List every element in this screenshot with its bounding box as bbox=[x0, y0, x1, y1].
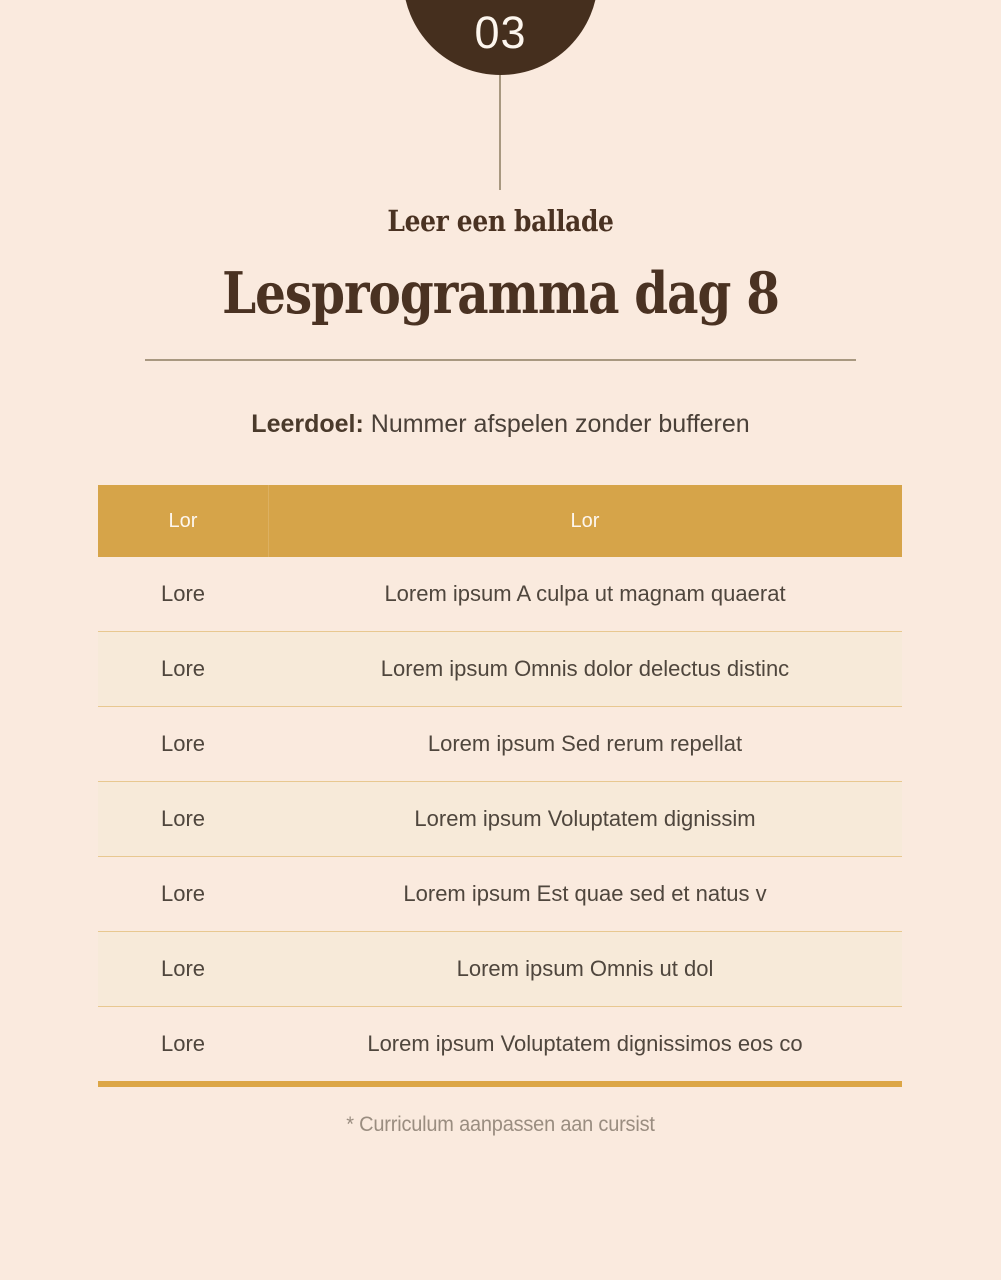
table-bottom-border bbox=[98, 1081, 902, 1087]
badge-stem-line bbox=[499, 75, 501, 190]
cell-col2: Lorem ipsum A culpa ut magnam quaerat bbox=[384, 581, 786, 606]
cell-col2: Lorem ipsum Est quae sed et natus v bbox=[403, 881, 767, 906]
cell-col2: Lorem ipsum Sed rerum repellat bbox=[427, 731, 743, 756]
learning-goal-value: Nummer afspelen zonder bufferen bbox=[363, 410, 750, 438]
column-header-2: Lor bbox=[570, 509, 600, 532]
cell-col1: Lore bbox=[160, 581, 206, 606]
heading-block bbox=[0, 204, 1001, 327]
cell-col2: Lorem ipsum Omnis ut dol bbox=[456, 956, 714, 981]
cell-col1: Lore bbox=[160, 1031, 206, 1056]
header-column-divider bbox=[268, 485, 269, 557]
step-badge bbox=[0, 0, 1001, 200]
table-row bbox=[98, 782, 902, 857]
cell-col1: Lore bbox=[160, 656, 206, 681]
table-row bbox=[98, 857, 902, 932]
lesson-table bbox=[98, 485, 902, 1087]
footnote: * Curriculum aanpassen aan cursist bbox=[346, 1113, 655, 1136]
cell-col1: Lore bbox=[160, 731, 206, 756]
table-row bbox=[98, 707, 902, 782]
cell-col1: Lore bbox=[160, 956, 206, 981]
learning-goal bbox=[0, 408, 1001, 441]
cell-col2: Lorem ipsum Voluptatem dignissimos eos co bbox=[367, 1031, 803, 1056]
table-row bbox=[98, 557, 902, 632]
cell-col2: Lorem ipsum Omnis dolor delectus distinc bbox=[380, 656, 790, 681]
cell-col2: Lorem ipsum Voluptatem dignissim bbox=[414, 806, 756, 831]
table-row bbox=[98, 1007, 902, 1081]
title-divider bbox=[145, 359, 856, 361]
table-body bbox=[98, 557, 902, 1081]
learning-goal-label: Leerdoel: bbox=[251, 410, 364, 438]
eyebrow-text: Leer een ballade bbox=[387, 204, 614, 238]
cell-col1: Lore bbox=[160, 881, 206, 906]
cell-col1: Lore bbox=[160, 806, 206, 831]
table-header-row bbox=[98, 485, 902, 557]
table-row bbox=[98, 632, 902, 707]
table-row bbox=[98, 932, 902, 1007]
column-header-1: Lor bbox=[168, 509, 198, 532]
page-title: Lesprogramma dag 8 bbox=[222, 259, 779, 327]
badge-number: 03 bbox=[474, 7, 527, 58]
